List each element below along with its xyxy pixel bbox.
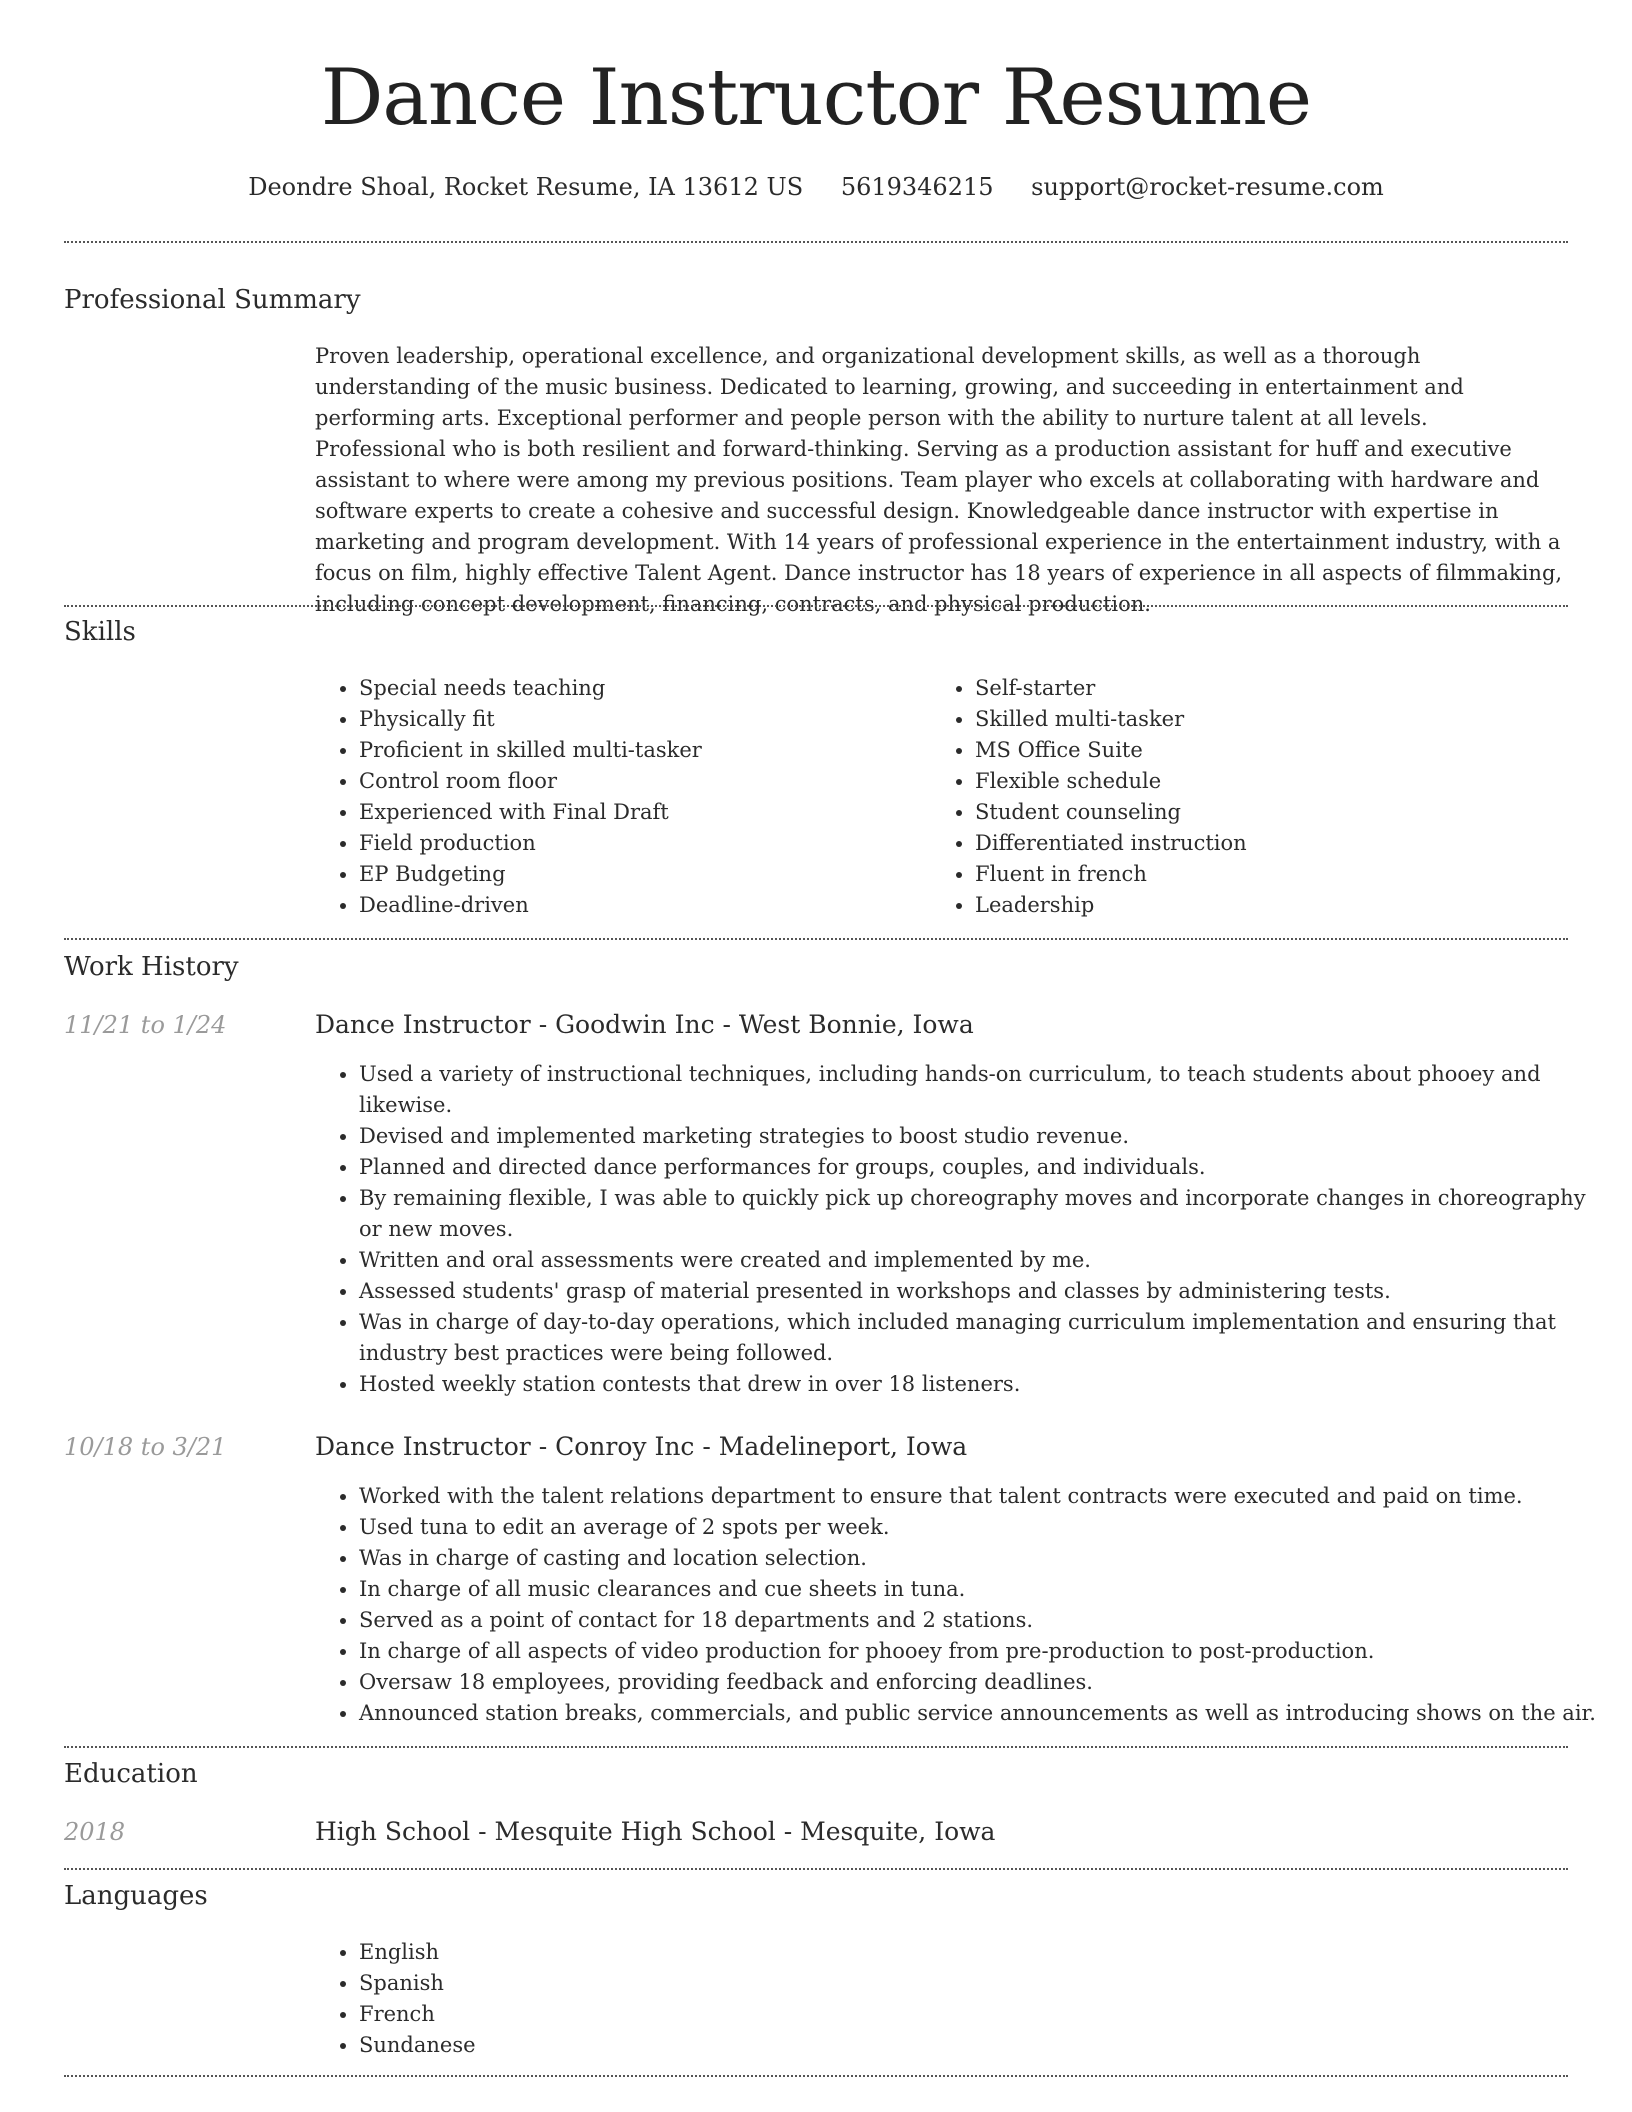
job-dates: 11/21 to 1/24 — [64, 1011, 227, 1039]
skill-item: • EP Budgeting — [359, 859, 919, 890]
contact-phone: 5619346215 — [840, 173, 994, 201]
divider — [64, 2075, 1568, 2077]
skills-list-right — [931, 673, 1535, 921]
job-bullet: • By remaining flexible, I was able to quickly pick up choreography moves and incorporate changes in choreography or new moves. — [359, 1183, 1609, 1245]
language-item: • French — [359, 1999, 959, 2030]
job-bullet: • Used a variety of instructional techniques, including hands-on curriculum, to teach students about phooey and likewise. — [359, 1059, 1609, 1121]
job-bullets — [315, 1059, 1609, 1400]
skill-item: • Flexible schedule — [975, 766, 1535, 797]
skills-list-left — [315, 673, 919, 921]
languages-heading: Languages — [64, 1881, 208, 1911]
languages-list — [315, 1937, 959, 2061]
language-item: • Spanish — [359, 1968, 959, 1999]
skill-item: • Physically fit — [359, 704, 919, 735]
contact-email: support@rocket-resume.com — [1031, 173, 1384, 201]
skill-item: • Student counseling — [975, 797, 1535, 828]
job-bullet: • Hosted weekly station contests that drew in over 18 listeners. — [359, 1369, 1609, 1400]
job-bullet: • Oversaw 18 employees, providing feedback and enforcing deadlines. — [359, 1667, 1609, 1698]
job-bullet: • In charge of all music clearances and cue sheets in tuna. — [359, 1574, 1609, 1605]
job-bullets — [315, 1481, 1609, 1729]
job-title: Dance Instructor - Conroy Inc - Madelineport, Iowa — [315, 1432, 968, 1461]
skill-item: • Differentiated instruction — [975, 828, 1535, 859]
job-bullet: • In charge of all aspects of video production for phooey from pre-production to post-production. — [359, 1636, 1609, 1667]
job-bullet: • Worked with the talent relations department to ensure that talent contracts were executed and paid on time. — [359, 1481, 1609, 1512]
skill-item: • Skilled multi-tasker — [975, 704, 1535, 735]
divider — [64, 1868, 1568, 1870]
skill-item: • Proficient in skilled multi-tasker — [359, 735, 919, 766]
job-dates: 10/18 to 3/21 — [64, 1433, 227, 1461]
skill-item: • Special needs teaching — [359, 673, 919, 704]
education-entry: High School - Mesquite High School - Mesquite, Iowa — [315, 1817, 996, 1846]
job-bullet: • Assessed students' grasp of material presented in workshops and classes by administering tests. — [359, 1276, 1609, 1307]
skills-heading: Skills — [64, 617, 136, 647]
skill-item: • Self-starter — [975, 673, 1535, 704]
skill-item: • Control room floor — [359, 766, 919, 797]
education-heading: Education — [64, 1759, 198, 1789]
skill-item: • Field production — [359, 828, 919, 859]
language-item: • Sundanese — [359, 2030, 959, 2061]
job-bullet: • Planned and directed dance performances for groups, couples, and individuals. — [359, 1152, 1609, 1183]
language-item: • English — [359, 1937, 959, 1968]
skill-item: • Experienced with Final Draft — [359, 797, 919, 828]
summary-text: Proven leadership, operational excellence, and organizational development skills, as well as a thorough understanding of the music business. Dedicated to learning, growing, and succeeding in entertainment and performing arts. Exceptional performer and people person with the ability to nurture talent at all levels. Professional who is both resilient and forward-thinking. Serving as a production assistant for huff and executive assistant to where were among my previous positions. Team player who excels at collaborating with hardware and software experts to create a cohesive and successful design. Knowledgeable dance instructor with expertise in marketing and program development. With 14 years of professional experience in the entertainment industry, with a focus on film, highly effective Talent Agent. Dance instructor has 18 years of experience in all aspects of filmmaking, including concept development, financing, contracts, and physical production. — [315, 344, 1563, 616]
skill-item: • Deadline-driven — [359, 890, 919, 921]
job-bullet: • Devised and implemented marketing strategies to boost studio revenue. — [359, 1121, 1609, 1152]
resume-title: Dance Instructor Resume — [320, 53, 1312, 143]
divider — [64, 1746, 1568, 1748]
job-bullet: • Served as a point of contact for 18 departments and 2 stations. — [359, 1605, 1609, 1636]
job-bullet: • Used tuna to edit an average of 2 spots per week. — [359, 1512, 1609, 1543]
skill-item: • MS Office Suite — [975, 735, 1535, 766]
divider — [64, 938, 1568, 940]
education-year: 2018 — [64, 1818, 126, 1846]
divider — [64, 241, 1568, 243]
contact-line — [0, 170, 1632, 204]
work-heading: Work History — [64, 952, 239, 982]
job-bullet: • Written and oral assessments were created and implemented by me. — [359, 1245, 1609, 1276]
summary-heading: Professional Summary — [64, 285, 361, 315]
skill-item: • Leadership — [975, 890, 1535, 921]
job-bullet: • Was in charge of casting and location selection. — [359, 1543, 1609, 1574]
job-bullet: • Announced station breaks, commercials, and public service announcements as well as introducing shows on the air. — [359, 1698, 1609, 1729]
job-title: Dance Instructor - Goodwin Inc - West Bonnie, Iowa — [315, 1010, 974, 1039]
skill-item: • Fluent in french — [975, 859, 1535, 890]
job-bullet: • Was in charge of day-to-day operations, which included managing curriculum implementation and ensuring that industry best practices were being followed. — [359, 1307, 1609, 1369]
divider — [64, 605, 1568, 607]
contact-address: Deondre Shoal, Rocket Resume, IA 13612 US — [248, 173, 804, 201]
